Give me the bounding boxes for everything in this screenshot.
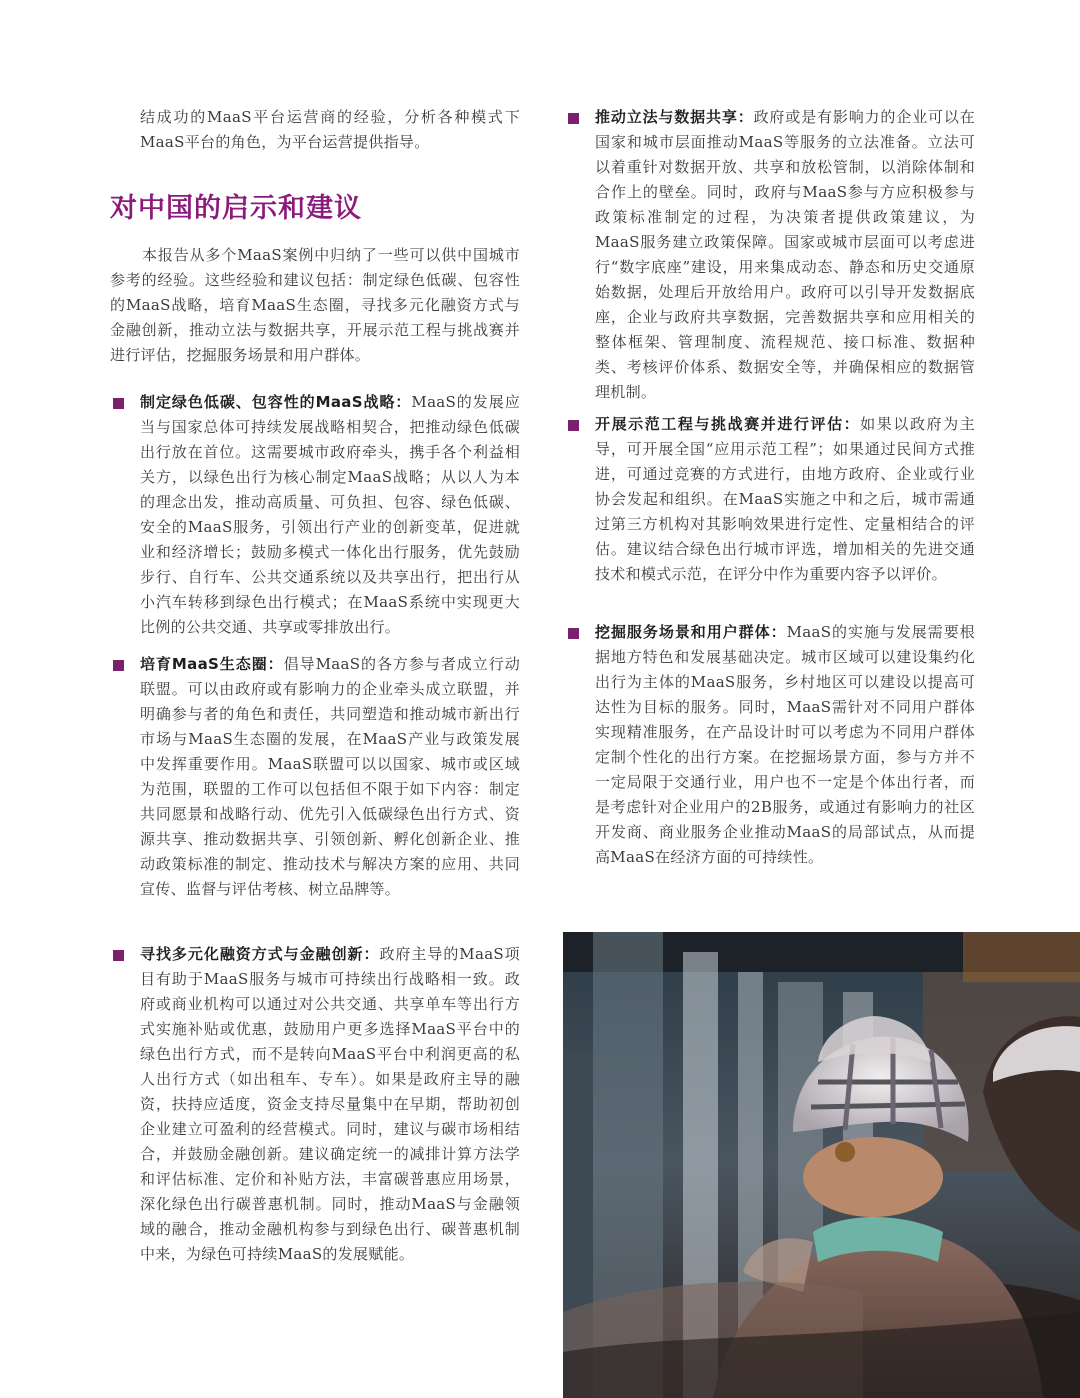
bullet-text: MaaS的发展应当与国家总体可持续发展战略相契合，把推动绿色低碳出行放在首位。这需要城市政府牵头，携手各个利益相关方，以绿色出行为核心制定MaaS战略；从以人为本的理念出发，推动高质量、可负担、包容、绿色低碳、安全的MaaS服务，引领出行产业的创新变革，促进就业和经济增长；鼓励多模式一体化出行服务，优先鼓励步行、自行车、公共交通系统以及共享出行，把出行从小汽车转移到绿色出行模式；在MaaS系统中实现更大比例的公共交通、共享或零排放出行。 [140, 393, 520, 636]
bullet-text: 如果以政府为主导，可开展全国“应用示范工程”；如果通过民间方式推进，可通过竞赛的方式进行，由地方政府、企业或行业协会发起和组织。在MaaS实施之中和之后，城市需通过第三方机构对其影响效果进行定性、定量相结合的评估。建议结合绿色出行城市评选，增加相关的先进交通技术和模式示范，在评分中作为重要内容予以评价。 [595, 415, 975, 583]
bullet-text: 倡导MaaS的各方参与者成立行动联盟。可以由政府或有影响力的企业牵头成立联盟，并明确参与者的角色和责任，共同塑造和推动城市新出行市场与MaaS生态圈的发展，在MaaS产业与政策发展中发挥重要作用。MaaS联盟可以以国家、城市或区域为范围，联盟的工作可以包括但不限于如下内容：制定共同愿景和战略行动、优先引入低碳绿色出行方式、资源共享、推动数据共享、引领创新、孵化创新企业、推动政策标准的制定、推动技术与解决方案的应用、共同宣传、监督与评估考核、树立品牌等。 [140, 655, 520, 898]
bullet-item-green-strategy [110, 390, 520, 640]
bullet-item-ecosystem [110, 652, 520, 902]
bullet-text: 政府或是有影响力的企业可以在国家和城市层面推动MaaS等服务的立法准备。立法可以着重针对数据开放、共享和放松管制，以消除体制和合作上的壁垒。同时，政府与MaaS参与方应积极参与政策标准制定的过程，为决策者提供政策建议，为MaaS服务建立政策保障。国家或城市层面可以考虑进行“数字底座”建设，用来集成动态、静态和历史交通原始数据，处理后开放给用户。政府可以引导开发数据底座，企业与政府共享数据，完善数据共享和应用相关的整体框架、管理制度、流程规范、接口标准、数据种类、考核评价体系、数据安全等，并确保相应的数据管理机制。 [595, 108, 975, 401]
section-heading: 对中国的启示和建议 [110, 193, 362, 224]
bullet-title: 挖掘服务场景和用户群体： [595, 623, 787, 641]
bullet-square-icon [113, 660, 124, 671]
section-intro: 本报告从多个MaaS案例中归纳了一些可以供中国城市参考的经验。这些经验和建议包括：制定绿色低碳、包容性的MaaS战略，培育MaaS生态圈，寻找多元化融资方式与金融创新，推动立法与数据共享，开展示范工程与挑战赛并进行评估，挖掘服务场景和用户群体。 [110, 246, 520, 364]
bullet-item-demonstration [565, 412, 975, 587]
bullet-text: 政府主导的MaaS项目有助于MaaS服务与城市可持续出行战略相一致。政府或商业机构可以通过对公共交通、共享单车等出行方式实施补贴或优惠，鼓励用户更多选择MaaS平台中的绿色出行方式，而不是转向MaaS平台中利润更高的私人出行方式（如出租车、专车）。如果是政府主导的融资，扶持应适度，资金支持尽量集中在早期，帮助初创企业建立可盈利的经营模式。同时，建议与碳市场相结合，并鼓励金融创新。建议确定统一的减排计算方法学和评估标准、定价和补贴方法，丰富碳普惠应用场景，深化绿色出行碳普惠机制。同时，推动MaaS与金融领域的融合，推动金融机构参与到绿色出行、碳普惠机制中来，为绿色可持续MaaS的发展赋能。 [140, 945, 520, 1263]
bullet-item-financing [110, 942, 520, 1267]
bullet-square-icon [568, 113, 579, 124]
bullet-square-icon [568, 420, 579, 431]
bullet-title: 推动立法与数据共享： [595, 108, 754, 126]
bullet-title: 开展示范工程与挑战赛并进行评估： [595, 415, 861, 433]
bullet-title: 寻找多元化融资方式与金融创新： [140, 945, 380, 963]
intro-continuation: 结成功的MaaS平台运营商的经验，分析各种模式下MaaS平台的角色，为平台运营提供指导。 [140, 108, 520, 151]
bullet-square-icon [113, 398, 124, 409]
bullet-square-icon [113, 950, 124, 961]
bullet-square-icon [568, 628, 579, 639]
bullet-item-legislation [565, 105, 975, 405]
bullet-item-service-scenarios [565, 620, 975, 870]
cyclists-helmets-photo [563, 932, 1080, 1398]
bullet-title: 制定绿色低碳、包容性的MaaS战略： [140, 393, 412, 411]
bullet-text: MaaS的实施与发展需要根据地方特色和发展基础决定。城市区域可以建设集约化出行为主体的MaaS服务，乡村地区可以建设以提高可达性为目标的服务。同时，MaaS需针对不同用户群体实现精准服务，在产品设计时可以考虑为不同用户群体定制个性化的出行方案。在挖掘场景方面，参与方并不一定局限于交通行业，用户也不一定是个体出行者，而是考虑针对企业用户的2B服务，或通过有影响力的社区开发商、商业服务企业推动MaaS的局部试点，从而提高MaaS在经济方面的可持续性。 [595, 623, 976, 866]
bullet-title: 培育MaaS生态圈： [140, 655, 284, 673]
